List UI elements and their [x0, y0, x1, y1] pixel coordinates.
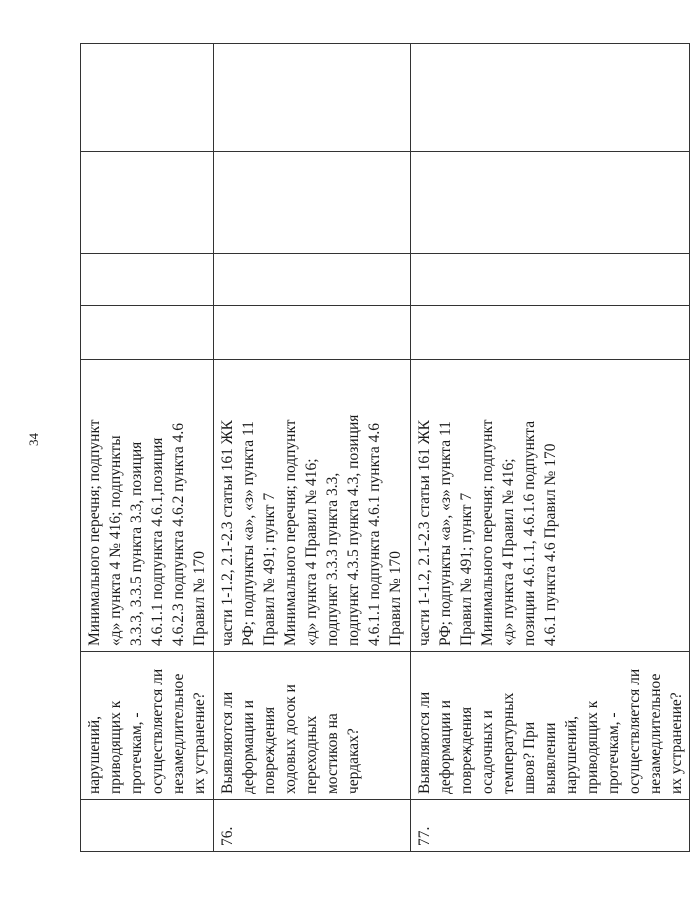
row-number-cell	[81, 800, 214, 852]
reference-line: 4.6.2.3 подпункта 4.6.2 пункта 4.6	[170, 422, 187, 646]
notes-cell[interactable]	[411, 44, 690, 152]
reference-line: позиции 4.6.1.1, 4.6.1.6 подпункта	[521, 420, 538, 646]
answer-yes-cell[interactable]	[81, 306, 214, 360]
reference-line: РФ; подпункты «а», «з» пункта 11	[240, 421, 257, 646]
reference-line: подпункт 4.3.5 пункта 4.3, позиция	[345, 414, 362, 646]
rotated-table-wrapper	[80, 44, 685, 852]
table-row	[411, 44, 690, 852]
reference-line: Минимального перечня; подпункт	[86, 419, 103, 646]
notes-cell[interactable]	[81, 44, 214, 152]
row-number-cell: 76.	[214, 800, 411, 852]
not-applicable-cell[interactable]	[214, 152, 411, 254]
answer-yes-cell[interactable]	[411, 306, 690, 360]
question-cell: Выявляются ли деформации и повреждения осадочных и температурных швов? При выявлении нарушений, приводящих к протечкам, - осуществляется ли незамедлительное их устранение?	[411, 652, 690, 800]
reference-line: Правил № 491; пункт 7	[261, 492, 278, 646]
reference-line: «д» пункта 4 Правил № 416;	[303, 458, 320, 646]
reference-line: части 1-1.2, 2.1-2.3 статьи 161 ЖК	[219, 419, 236, 646]
reference-line: Правил № 170	[191, 551, 208, 646]
reference-line: части 1-1.2, 2.1-2.3 статьи 161 ЖК	[416, 419, 433, 646]
answer-no-cell[interactable]	[214, 254, 411, 306]
reference-line: подпункт 3.3.3 пункта 3.3,	[324, 472, 341, 646]
reference-line: 3.3.3, 3.3.5 пункта 3.3, позиция	[128, 441, 145, 646]
reference-cell	[81, 360, 214, 652]
reference-cell	[214, 360, 411, 652]
table-row	[81, 44, 214, 852]
not-applicable-cell[interactable]	[411, 152, 690, 254]
reference-line: Правил № 491; пункт 7	[458, 492, 475, 646]
row-number-cell: 77.	[411, 800, 690, 852]
answer-no-cell[interactable]	[411, 254, 690, 306]
answer-yes-cell[interactable]	[214, 306, 411, 360]
reference-line: 4.6.1.1 подпункта 4.6.1,позиция	[149, 437, 166, 646]
reference-cell	[411, 360, 690, 652]
reference-line: Минимального перечня; подпункт	[282, 419, 299, 646]
not-applicable-cell[interactable]	[81, 152, 214, 254]
reference-line: Минимального перечня; подпункт	[479, 419, 496, 646]
table-row	[214, 44, 411, 852]
reference-line: 4.6.1 пункта 4.6 Правил № 170	[542, 443, 559, 646]
question-cell: нарушений, приводящих к протечкам, - осуществляется ли незамедлительное их устранение?	[81, 652, 214, 800]
question-cell: Выявляются ли деформации и повреждения ходовых досок и переходных мостиков на чердаках?	[214, 652, 411, 800]
reference-line: 4.6.1.1 подпункта 4.6.1 пункта 4.6	[366, 422, 383, 646]
reference-line: РФ; подпункты «а», «з» пункта 11	[437, 421, 454, 646]
answer-no-cell[interactable]	[81, 254, 214, 306]
reference-line: Правил № 170	[387, 551, 404, 646]
checklist-table	[80, 43, 690, 852]
reference-line: «д» пункта 4 № 416; подпункты	[107, 435, 124, 646]
page-number: 34	[26, 433, 41, 446]
notes-cell[interactable]	[214, 44, 411, 152]
reference-line: «д» пункта 4 Правил № 416;	[500, 458, 517, 646]
